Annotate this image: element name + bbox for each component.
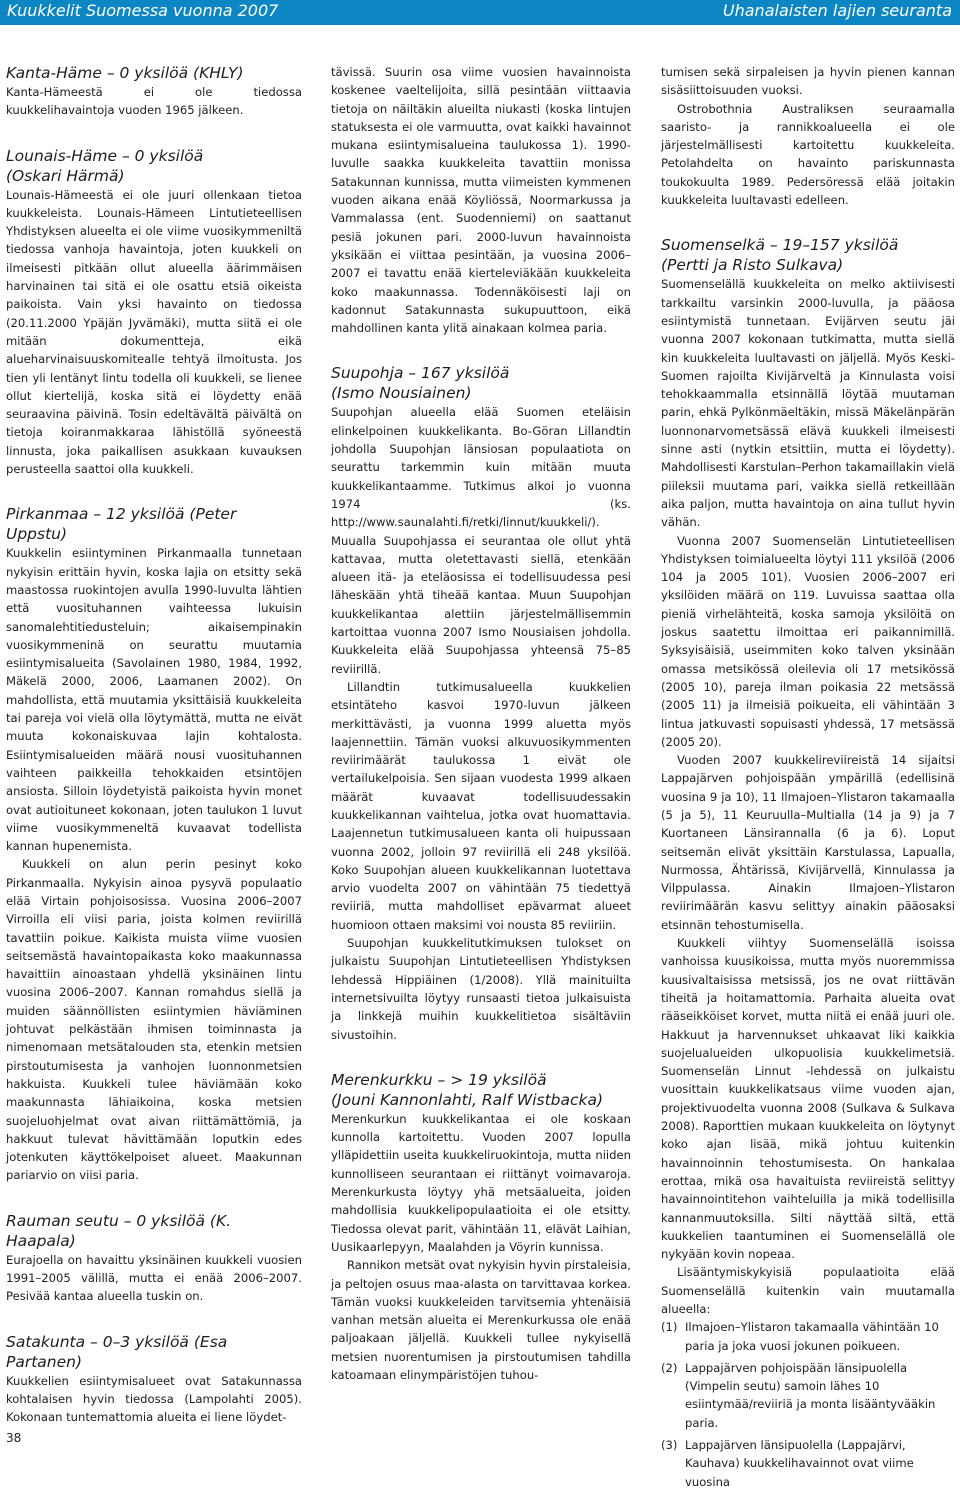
paragraph: Merenkurkun kuukkelikantaa ei ole koskaan kunnolla kartoitettu. Vuoden 2007 lopulla ylläpidettiin useita kuukkeliruokintoja, mutta niiden kunnolliseen seurantaan ei riittänyt voimavaroja. Merenkurkusta löytyy yhä metsäalueita, joiden mahdollisia kuukkelipopulaatioita ei ole etsitty. Tiedossa olevat parit, vähintään 11, elävät Laihian, Uusikaarlepyyn, Maalahden ja Vöyrin kunnissa. — [331, 1111, 631, 1254]
heading-line: (Jouni Kannonlahti, Ralf Wistbacka) — [331, 1090, 604, 1109]
paragraph: Suupohjan kuukkelitutkimuksen tulokset on julkaistu Suupohjan Lintutieteellisen Yhdistyksen lehdessä Hippiäinen (1/2008). Yllä mainituilta internetsivuilta löytyy runsaasti tietoa julkaisuista ja linkkejä muihin kuukkelitietoa sisältäviin sivustoihin. — [331, 936, 631, 1042]
heading-line: (Pertti ja Risto Sulkava) — [661, 256, 844, 275]
section-heading-rauman-seutu: Rauman seutu – 0 yksilöä (K. Haapala) — [6, 1211, 232, 1250]
text-column-3 — [661, 63, 955, 1495]
paragraph: Vuonna 2007 Suomenselän Lintutieteellisen Yhdistyksen toimialueelta löytyi 111 yksilöä (2006 104 ja 2005 101). Vuosien 2006–2007 eri yksilöiden määrä on 119. Luvuissa saattaa olla pieniä virhelähteitä, koska samoja yksilöitä on joskus saatettu ilmoittaa eri paikannimillä. Syksyisäisiä, useimmiten koko talven yksinään omassa metsikössä oleilevia oli 17 metsikössä (2005 10), pareja ilman poikasia 22 metsässä (2005 11) ja ilmeisiä poikueita, eli vähintään 3 lintua jatkuvasti sopuisasti yhdessä, 17 metsässä (2005 20). — [661, 533, 955, 749]
list-item — [661, 1436, 955, 1491]
section-heading-lounais-hame — [6, 146, 302, 186]
list-item-text: Ilmajoen–Ylistaron takamaalla vähintään 10 paria ja joka vuosi jokunen poikueen. — [685, 1320, 939, 1353]
paragraph: Kuukkeli viihtyy Suomenselällä isoissa vanhoissa kuusikoissa, mutta myös nuoremmissa kuusivaltaisissa metsissä, jos ne ovat riittävän tiheitä ja hoitamattomia. Parhaita alueita ovat rääseikköiset korvet, mutta niitä ei enää juuri ole. Hakkuut ja harvennukset uhkaavat liki kaikkia suojelualueiden ulkopuolisia kuukkelimetsiä. Suomenselän Linnut -lehdessä on julkaistu vuosittain kuukkelikatsaus viime vuoden ajan, projektivuodelta vuonna 2008 (Sulkava & Sulkava 2008). Raporttien mukaan kuukkeleita on löytynyt koko ajan lisää, mikä johtuu kuitenkin havainnoinnin tehostumisesta. On hankalaa erottaa, mikä osa havaituista reviireistä selittyy havainnointitehon vaihteluilla ja mikä todellisilla kannanmuutoksilla. Silti näyttää siltä, että kuukkelien taantuminen ei Suomenselällä ole nykyään kovin nopeaa. — [661, 936, 955, 1262]
heading-line: (Ismo Nousiainen) — [331, 384, 472, 403]
section-heading-satakunta: Satakunta – 0–3 yksilöä (Esa Partanen) — [6, 1332, 228, 1371]
heading-line: Suomenselkä – 19–157 yksilöä — [661, 236, 899, 255]
paragraph: Lounais-Hämeestä ei ole juuri ollenkaan tietoa kuukkeleista. Lounais-Hämeen Lintutieteellisen Yhdistyksen alueelta ei ole viime vuosikymmeniltä tiedossa vanhoja havaintoja, joten kuukkeli on ilmeisesti pitkään ollut alueella äärimmäisen harvinainen tai sitä ei ole osattu etsiä oikeista paikoista. Vain yksi havainto on tiedossa (20.11.2000 Ypäjän Jyvämäki), mutta siitä ei ole mitään dokumentteja, eikä alueharvinaisuuskomitealle tehtyä ilmoitusta. Jos tien yli lentänyt lintu todella oli kuukkeli, se lienee ollut kiertelijä, koska sitä ei löydetty enää seuraavina päivinä. Tosin edeltävältä päivältä on tietoja koiranmakkaraa lähistöllä syöneestä linnusta, joka paikallisen asukkaan kuvauksen perusteella saattoi olla kuukkeli. — [6, 187, 302, 477]
paragraph: Vuoden 2007 kuukkelireviireistä 14 sijaitsi Lappajärven pohjoispään ympärillä (edellisinä vuosina 9 ja 10), 11 Ilmajoen–Ylistaron takamaalla (5 ja 5), 11 Keuruulla–Multialla (14 ja 9) ja 7 Kuortaneen Länsirannalla (6 ja 6). Loput seitsemän elivät yksittäin Karstulassa, Lapualla, Nurmossa, Ähtärissä, Kivijärvellä, Kinnulassa ja Vilppulassa. Ainakin Ilmajoen–Ylistaron reviirimäärän kasvu selittyy ainakin pääosaksi etsinnän tehostumisella. — [661, 753, 955, 932]
paragraph: Rannikon metsät ovat nykyisin hyvin pirstaleisia, ja peltojen osuus maa-alasta on tarvittavaa korkea. Tämän vuoksi kuukkeleiden tarvitsemia yhtenäisiä vanhan metsän alueita ei Merenkurkussa ole enää paljoakaan jäljellä. Kuukkeli tullee nykyisellä metsien nuorentumisen ja pirstoutumisen tahdilla katoamaan elinympäristöjen tuhou- — [331, 1258, 631, 1382]
text-column-1 — [6, 63, 302, 1427]
heading-line: (Oskari Härmä) — [6, 166, 125, 185]
header-section-title: Uhanalaisten lajien seuranta — [722, 1, 952, 20]
paragraph: Lillandtin tutkimusalueella kuukkelien etsintäteho kasvoi 1970-luvun jälkeen merkittävästi, ja vuonna 1999 aluetta myös laajennettiin. Tämän vuoksi alkuvuosikymmenten reviirimäärät taulukossa 1 eivät ole vertailukelpoisia. Sen sijaan vuodesta 1999 alkaen määrät kuvaavat todellisuudessakin kuukkelikannan vaihtelua, jotka ovat huomattavia. Laajennetun tutkimusalueen kanta oli huipussaan vuonna 2002, jolloin 97 reviirillä eli 248 yksilöä. Koko Suupohjan alueen kuukkelikannan luotettava arvio vuodelta 2007 on vähintään 75 tiedettyä reviiriä, mutta mahdolliset epävarmat alueet huomioon ottaen maksimi voi nousta 85 reviiriin. — [331, 679, 631, 932]
page-number: 38 — [6, 1431, 22, 1445]
section-heading-pirkanmaa: Pirkanmaa – 12 yksilöä (Peter Uppstu) — [6, 505, 237, 544]
paragraph: Kuukkelien esiintymisalueet ovat Satakunnassa kohtalaisen hyvin tiedossa (Lampolahti 2005). Kokonaan tuntemattomia alueita ei liene löydet- — [6, 1373, 302, 1425]
page-header — [0, 0, 960, 25]
section-heading-merenkurkku — [331, 1070, 631, 1110]
paragraph: Kuukkelin esiintyminen Pirkanmaalla tunnetaan nykyisin erittäin hyvin, koska lajia on etsitty sekä maastossa ruokintojen avulla 1990-luvulta lähtien että vuosituhannen vaihteessa lukuisin sanomalehtitiedusteluin; aikaisempinakin vuosikymmeninä on seurattu muutamia esiintymisalueita (Savolainen 1980, 1984, 1992, Mäkelä 2000, 2006, Laamanen 2002). On mahdollista, että muutamia yksittäisiä kuukkeleita tai pareja voi vielä olla löytymättä, mutta ne eivät muuta kokonaiskuvaa lajin kohtalosta. Esiintymisalueiden määrä nousi vuosituhannen vaihteen paikkeilla tehokkaiden etsintöjen ansiosta. Silloin löydetyistä paikoista hyvin monet ovat autioituneet kokonaan, joten taulukon 1 luvut viime vuosikymmeneltä kuvaavat todellista kannan hupenemista. — [6, 546, 302, 854]
paragraph: tävissä. Suurin osa viime vuosien havainnoista koskenee vaeltelijoita, sillä pesintään viittaavia tietoja on näiltäkin alueilta niukasti (koska lintujen statuksesta ei ole varmuutta, ovat kaikki havainnot mukana esiintymisalueina taulukossa 1). 1990-luvulle saakka kuukkeleita tavattiin monissa Satakunnan kunnissa, mutta viimeisten kymmenen vuoden aikana enää Köyliössä, Noormarkussa ja Vammalassa (ent. Suodenniemi) on saattanut pesiä jokunen pari. 2000-luvun havainnoista yksikään ei viittaa pesintään, ja vuosina 2006–2007 ei tavattu enää kierteleviäkään kuukkeleita koko maakunnassa. Todennäköisesti laji on kadonnut Satakunnasta sukupuuttoon, eikä mahdollinen kanta ylitä ainakaan kolmea paria. — [331, 65, 631, 336]
list-item-text: Lappajärven länsipuolella (Lappajärvi, Kauhava) kuukkelihavainnot ovat viime vuosina — [685, 1438, 914, 1489]
population-list — [661, 1318, 955, 1491]
list-item-number: (3) — [661, 1438, 678, 1453]
list-item — [661, 1318, 955, 1355]
heading-line: Merenkurkku – > 19 yksilöä — [331, 1070, 547, 1089]
paragraph: tumisen sekä sirpaleisen ja hyvin pienen kannan sisäsiittoisuuden vuoksi. — [661, 65, 955, 98]
list-item-number: (2) — [661, 1360, 678, 1375]
paragraph: Kanta-Hämeestä ei ole tiedossa kuukkelihavaintoja vuoden 1965 jälkeen. — [6, 85, 302, 118]
section-heading-kanta-hame: Kanta-Häme – 0 yksilöä (KHLY) — [6, 64, 244, 82]
paragraph: Suomenselällä kuukkeleita on melko aktiivisesti tarkkailtu varsinkin 2000-luvulla, ja pääosa esiintymistä tunnetaan. Evijärven seutu jäi vuonna 2007 kokonaan tutkimatta, mutta siellä kin kuukkeleita luultavasti on jäljellä. Myös Keski-Suomen rajoilta Kivijärveltä ja Kinnulasta voisi tehokkaammalla etsinnällä löytää muutaman parin, ehkä Pylkönmäeltäkin, missä Mäkelänpärän luonnonarvometsässä elävä kuukkeli ilmeisesti sinne asti (nytkin etsittiin, mutta ei löydetty). Mahdollisesti Karstulan–Perhon takamaillakin vielä piileksii muutama pari, vaikka siellä retkeillään aika paljon, mutta havaintoja on aina tullut hyvin vähän. — [661, 277, 955, 530]
header-publication-title: Kuukkelit Suomessa vuonna 2007 — [7, 1, 279, 20]
paragraph: Eurajoella on havaittu yksinäinen kuukkeli vuosien 1991–2005 välillä, mutta ei enää 2006–2007. Pesivää kantaa alueella tuskin on. — [6, 1252, 302, 1304]
text-column-2 — [331, 63, 631, 1384]
list-item-number: (1) — [661, 1320, 678, 1335]
list-item — [661, 1359, 955, 1432]
paragraph: Kuukkeli on alun perin pesinyt koko Pirkanmaalla. Nykyisin ainoa pysyvä populaatio elää Virtain pohjoisosissa. Vuosina 2006–2007 Virroilla eli viisi paria, joista kolmen reviirillä tavattiin poikue. Kaikista muista viime vuosien seitsemästä havaintopaikasta koko maakunnassa havaittiin ainoastaan yhdellä yksinäinen lintu vuosina 2006–2007. Kannan romahdus siellä ja muiden säännöllisten esiintymien häviäminen johtuvat pelkästään ihmisen toiminnasta ja nimenomaan metsätalouden sta, etenkin metsien pirstoutumisesta ja vanhojen luonnonmetsien hakkuista. Kuukkeli tulee häviämään koko maakunnasta lähiaikoina, koska metsien suojeluohjelmat ovat aivan riittämättömiä, ja hakkuut tulevat hävittämään loputkin edes jotenkuten käyttökelpoiset alueet. Maakunnan pariarvio on viisi paria. — [6, 857, 302, 1183]
heading-line: Suupohja – 167 yksilöä — [331, 364, 510, 383]
paragraph: Suupohjan alueella elää Suomen eteläisin elinkelpoinen kuukkelikanta. Bo-Göran Lillandtin johdolla Suupohjan länsiosan populaatiota on seurattu tarkemmin kuin mitään muuta kuukkelikantaamme. Tutkimus alkoi jo vuonna 1974 (ks. http://www.saunalahti.fi/retki/linnut/kuukkeli/). Muualla Suupohjassa ei seurantaa ole ollut yhtä kattavaa, mutta oletettavasti siellä, etenkään alueen itä- ja eteläosissa ei todellisuudessa pesi läheskään yhtä tiheää kantaa. Muun Suupohjan kuukkelikantaa alettiin järjestelmällisemmin kartoittaa vuonna 2007 Ismo Nousiaisen johdolla. Kuukkeleita elää Suupohjassa yhteensä 75–85 reviirillä. — [331, 405, 631, 676]
heading-line: Lounais-Häme – 0 yksilöä — [6, 146, 204, 165]
section-heading-suomenselka — [661, 235, 955, 275]
list-item-text: Lappajärven pohjoispään länsipuolella (Vimpelin seutu) samoin lähes 10 esiintymää/reviiriä ja monta lisääntyvääkin paria. — [685, 1360, 936, 1430]
section-heading-suupohja — [331, 363, 631, 403]
paragraph: Ostrobothnia Australiksen seuraamalla saaristo- ja rannikkoalueella ei ole järjestelmällisesti kartoitettu kuukkeleita. Petolahdelta on havainto pariskunnasta toukokuulta 1989. Pedersöressä elää joitakin kuukkeleita luultavasti edelleen. — [661, 101, 955, 208]
paragraph: Lisääntymiskykyisiä populaatioita elää Suomenselällä kuitenkin vain muutamalla alueella: — [661, 1265, 955, 1316]
